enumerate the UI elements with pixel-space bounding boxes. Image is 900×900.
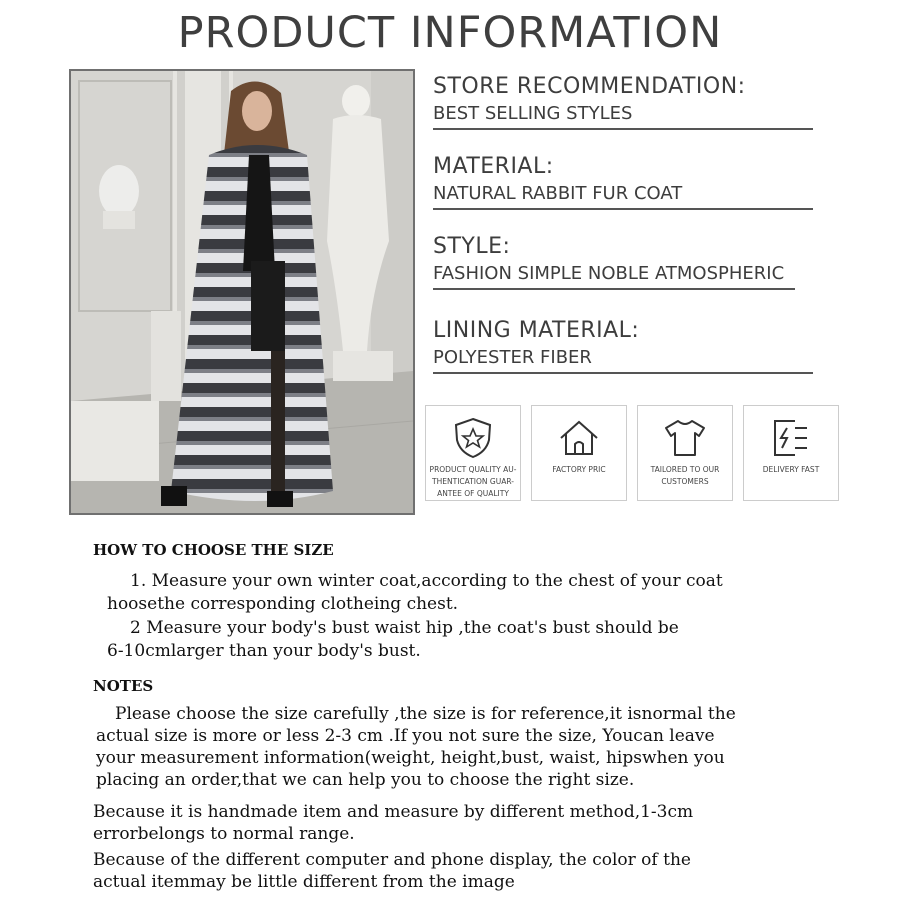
spec-lining-material xyxy=(433,318,813,374)
notes-heading: NOTES xyxy=(93,677,154,695)
feature-badges xyxy=(425,405,840,503)
house-icon xyxy=(557,416,601,460)
size-guide-line: 2 Measure your body's bust waist hip ,the coat's bust should be xyxy=(130,618,679,638)
tshirt-icon xyxy=(663,416,707,460)
spec-store-recommendation xyxy=(433,74,813,130)
notes-line: actual itemmay be little different from the image xyxy=(93,872,515,892)
spec-value: NATURAL RABBIT FUR COAT xyxy=(433,183,813,210)
spec-label: LINING MATERIAL: xyxy=(433,318,640,343)
spec-label: MATERIAL: xyxy=(433,154,554,179)
spec-style xyxy=(433,234,833,290)
delivery-icon xyxy=(769,416,813,460)
shield-star-icon xyxy=(451,416,495,460)
feature-label: FACTORY PRIC xyxy=(552,465,606,474)
page-title: PRODUCT INFORMATION xyxy=(177,8,723,58)
size-guide-heading: HOW TO CHOOSE THE SIZE xyxy=(93,541,334,559)
notes-line: placing an order,that we can help you to choose the right size. xyxy=(96,770,635,790)
size-guide-line: 6-10cmlarger than your body's bust. xyxy=(107,641,421,661)
notes-line: your measurement information(weight, height,bust, waist, hipswhen you xyxy=(96,748,725,768)
spec-value: FASHION SIMPLE NOBLE ATMOSPHERIC xyxy=(433,263,795,290)
spec-label: STYLE: xyxy=(433,234,511,259)
notes-line: Because of the different computer and phone display, the color of the xyxy=(93,850,691,870)
product-photo xyxy=(69,69,415,515)
feature-quality xyxy=(425,405,521,501)
notes-line: Because it is handmade item and measure by different method,1-3cm xyxy=(93,802,694,822)
notes-line: actual size is more or less 2-3 cm .If you not sure the size, Youcan leave xyxy=(96,726,715,746)
size-guide-line: hoosethe corresponding clotheing chest. xyxy=(107,594,459,614)
feature-label: PRODUCT QUALITY AU- THENTICATION GUAR- ANTEE OF QUALITY xyxy=(429,465,517,498)
feature-factory-price xyxy=(531,405,627,501)
notes-line: errorbelongs to normal range. xyxy=(93,824,355,844)
feature-label: DELIVERY FAST xyxy=(762,465,820,474)
feature-label: TAILORED TO OUR CUSTOMERS xyxy=(650,465,720,486)
notes-line: Please choose the size carefully ,the size is for reference,it isnormal the xyxy=(115,704,736,724)
spec-material xyxy=(433,154,813,210)
feature-delivery xyxy=(743,405,839,501)
spec-value: BEST SELLING STYLES xyxy=(433,103,813,130)
spec-label: STORE RECOMMENDATION: xyxy=(433,74,746,99)
size-guide-line: 1. Measure your own winter coat,according to the chest of your coat xyxy=(130,571,723,591)
spec-value: POLYESTER FIBER xyxy=(433,347,813,374)
feature-tailored xyxy=(637,405,733,501)
